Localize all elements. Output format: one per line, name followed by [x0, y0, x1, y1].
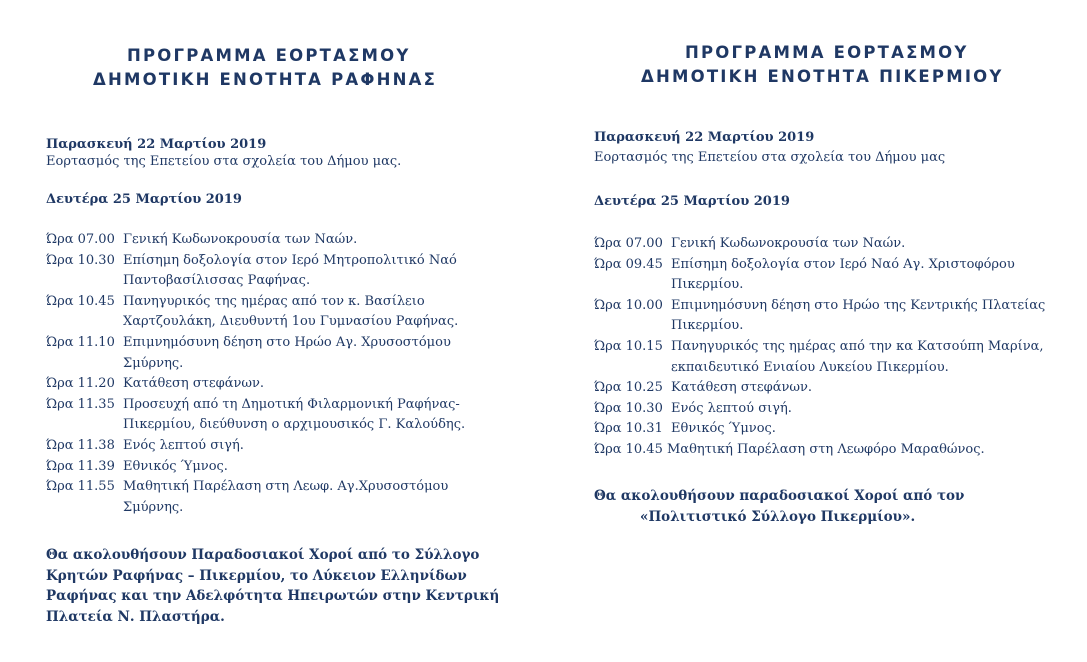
- schedule-time: Ώρα 07.00: [594, 236, 663, 251]
- schedule-text: Μαθητική Παρέλαση στη Λεωφ. Αγ.Χρυσοστόμου: [123, 479, 449, 495]
- schedule-time: Ώρα 10.30: [46, 252, 115, 268]
- schedule-list: [594, 234, 1045, 461]
- schedule-item: [594, 337, 1045, 378]
- day1-section: [46, 136, 401, 170]
- schedule-text-continued: εκπαιδευτικό Ενιαίου Λυκείου Πικερμίου.: [671, 359, 949, 375]
- schedule-text-continued: Χαρτζουλάκη, Διευθυντή 1ου Γυμνασίου Ραφήνας.: [123, 314, 459, 330]
- schedule-item: [594, 255, 1045, 296]
- closing-line: «Πολιτιστικό Σύλλογο Πικερμίου».: [640, 508, 916, 525]
- schedule-item: [594, 234, 1045, 255]
- schedule-text: Γενική Κωδωνοκρουσία των Ναών.: [123, 232, 358, 247]
- schedule-text: Γενική Κωδωνοκρουσία των Ναών.: [671, 236, 906, 251]
- schedule-text: Ενός λεπτού σιγή.: [671, 400, 792, 416]
- schedule-text-continued: Σμύρνης.: [123, 355, 184, 371]
- closing-note: [594, 486, 964, 527]
- closing-line: Θα ακολουθήσουν Παραδοσιακοί Χοροί από το Σύλλογο: [46, 547, 480, 563]
- closing-line: Πλατεία Ν. Πλαστήρα.: [46, 608, 225, 625]
- schedule-time: Ώρα 11.39: [46, 458, 115, 474]
- schedule-text: Επίσημη δοξολογία στον Ιερό Μητροπολιτικό Ναό: [123, 252, 457, 268]
- schedule-text: Κατάθεση στεφάνων.: [671, 380, 813, 396]
- schedule-text: Επίσημη δοξολογία στον Ιερό Ναό Αγ. Χριστοφόρου: [671, 256, 1015, 272]
- closing-note: [46, 545, 499, 627]
- schedule-text: Ενός λεπτού σιγή.: [123, 437, 244, 453]
- schedule-text: Εθνικός Ύμνος.: [671, 421, 776, 437]
- day2-date: Δευτέρα 25 Μαρτίου 2019: [46, 192, 242, 207]
- schedule-text-continued: Πικερμίου, διεύθυνση ο αρχιμουσικός Γ. Καλούδης.: [123, 417, 466, 433]
- schedule-item: [594, 378, 1045, 399]
- schedule-time: Ώρα 07.00: [46, 232, 115, 247]
- schedule-item: [46, 292, 465, 333]
- schedule-list: [46, 230, 465, 518]
- schedule-time: Ώρα 10.45: [46, 293, 115, 309]
- program-title-line1: ΠΡΟΓΡΑΜΜΑ ΕΟΡΤΑΣΜΟΥ: [127, 46, 411, 65]
- schedule-item: [46, 457, 465, 478]
- schedule-text: Εθνικός Ύμνος.: [123, 458, 228, 474]
- schedule-item: [46, 251, 465, 292]
- schedule-item: [594, 296, 1045, 337]
- schedule-item: [46, 230, 465, 251]
- schedule-text-continued: Πικερμίου.: [671, 277, 744, 293]
- closing-line: Κρητών Ραφήνας – Πικερμίου, το Λύκειον Ελληνίδων: [46, 567, 467, 584]
- schedule-item: [46, 395, 465, 436]
- day2-date: Δευτέρα 25 Μαρτίου 2019: [594, 194, 790, 209]
- schedule-text-continued: Σμύρνης.: [123, 499, 184, 515]
- schedule-time: Ώρα 10.30: [594, 400, 663, 416]
- schedule-text: Πανηγυρικός της ημέρας από τον κ. Βασίλειο: [123, 293, 425, 309]
- day1-date: Παρασκευή 22 Μαρτίου 2019: [594, 130, 815, 145]
- day1-description: Εορτασμός της Επετείου στα σχολεία του Δήμου μας.: [46, 154, 402, 169]
- schedule-item: [594, 399, 1045, 420]
- schedule-time: Ώρα 10.15: [594, 338, 663, 354]
- schedule-text: Κατάθεση στεφάνων.: [123, 376, 265, 392]
- schedule-item: [46, 333, 465, 374]
- schedule-text: Επιμνημόσυνη δέηση στο Ηρώο Αγ. Χρυσοστόμου: [123, 334, 451, 350]
- schedule-text: Πανηγυρικός της ημέρας από την κα Κατσούπη Μαρίνα,: [671, 338, 1044, 354]
- schedule-text-continued: Πικερμίου.: [671, 318, 744, 334]
- schedule-item: [46, 477, 465, 518]
- closing-line: Ραφήνας και την Αδελφότητα Ηπειρωτών στην Κεντρική: [46, 588, 500, 605]
- schedule-time: Ώρα 11.38: [46, 437, 115, 453]
- schedule-item: [594, 419, 1045, 440]
- schedule-time: Ώρα 11.20: [46, 376, 115, 392]
- schedule-item: [46, 436, 465, 457]
- schedule-time: Ώρα 11.10: [46, 334, 115, 350]
- schedule-time: Ώρα 10.00: [594, 297, 663, 313]
- schedule-item: [594, 440, 1045, 461]
- day1-section: [594, 129, 945, 166]
- closing-line: Θα ακολουθήσουν παραδοσιακοί Χοροί από τον: [594, 488, 965, 504]
- schedule-time: Ώρα 10.25: [594, 380, 663, 396]
- schedule-time: Ώρα 10.45: [594, 441, 663, 457]
- schedule-time: Ώρα 11.35: [46, 396, 115, 412]
- schedule-text-continued: Παντοβασίλισσας Ραφήνας.: [123, 273, 311, 289]
- schedule-text: Μαθητική Παρέλαση στη Λεωφόρο Μαραθώνος.: [667, 441, 985, 457]
- program-title-line1: ΠΡΟΓΡΑΜΜΑ ΕΟΡΤΑΣΜΟΥ: [685, 43, 969, 62]
- day1-date: Παρασκευή 22 Μαρτίου 2019: [46, 137, 267, 152]
- schedule-item: [46, 374, 465, 395]
- day1-description: Εορτασμός της Επετείου στα σχολεία του Δήμου μας: [594, 150, 946, 165]
- schedule-text: Επιμνημόσυνη δέηση στο Ηρώο της Κεντρικής Πλατείας: [671, 297, 1046, 313]
- program-title-line2: ΔΗΜΟΤΙΚΗ ΕΝΟΤΗΤΑ ΡΑΦΗΝΑΣ: [93, 70, 438, 89]
- schedule-time: Ώρα 09.45: [594, 256, 663, 272]
- schedule-time: Ώρα 11.55: [46, 479, 115, 495]
- schedule-time: Ώρα 10.31: [594, 421, 663, 437]
- schedule-text: Προσευχή από τη Δημοτική Φιλαρμονική Ραφήνας-: [123, 396, 460, 412]
- program-title-line2: ΔΗΜΟΤΙΚΗ ΕΝΟΤΗΤΑ ΠΙΚΕΡΜΙΟΥ: [641, 67, 1004, 86]
